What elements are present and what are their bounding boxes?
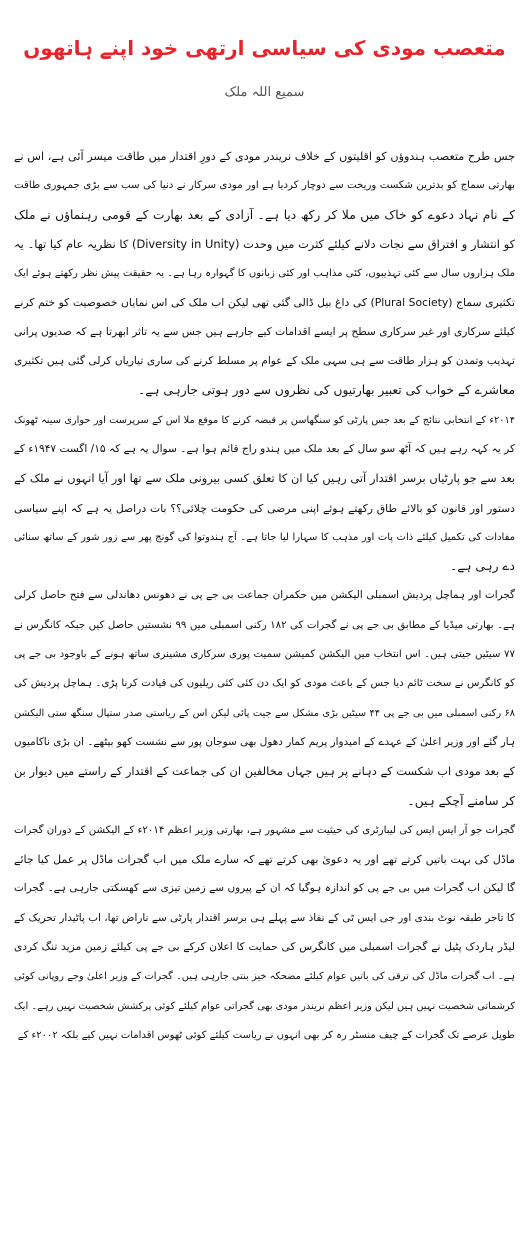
article-paragraph [14, 581, 515, 815]
paragraph-line: تہذیب وتمدن کو ہزار طاقت سے ہی سہی ملک کے عوام پر مسلط کرنے کی ساری تیاریاں کرلی گئی ہیں تکثیری [14, 355, 515, 368]
paragraph-line: دستور اور قانون کو بالائے طاق رکھتے ہوئے اپنی مرضی کی حکومت چلائی؟؟ بات دراصل یہ ہے کہ اپنے سیاسی [14, 501, 515, 515]
paragraph-line: ملک ہزاروں سال سے کئی تہذیبوں، کئی مذاہب اور کئی زبانوں کا گہوارہ رہا ہے۔ یہ حقیقت پیش نظر رکھتے ہوئے ایک [14, 268, 515, 280]
paragraph-line: گجرات جو آر ایس ایس کی لیبارٹری کی حیثیت سے مشہور ہے، بھارتی وزیر اعظم ۲۰۱۴ء کے الیکشن کے دوران گجرات [14, 824, 515, 836]
paragraph-line: کے نام نہاد دعوے کو خاک میں ملا کر رکھ دیا ہے۔ آزادی کے بعد بھارت کے قومی رہنماؤں نے ملک [14, 207, 515, 222]
paragraph-line: ہار گئے اور وزیر اعلیٰ کے عہدے کے امیدوار پریم کمار دھول بھی سوجان پور سے نشست کھو بیٹھے۔ ان بڑی ناکامیوں [14, 735, 515, 748]
paragraph-line: ۲۰۱۴ء کے انتخابی نتائج کے بعد جس پارٹی کو سنگھاسن پر قبضہ کرنے کا موقع ملا اس کے سرپرست اور حواری سینہ ٹھونک [14, 414, 515, 426]
paragraph-line: ہے۔ اب گجرات ماڈل کی ترقی کی باتیں عوام کیلئے مضحکہ خیز بنتی جارہی ہیں۔ گجرات کے وزیر اعلیٰ وجے روپانی کوئی [14, 971, 515, 983]
article-paragraph [14, 142, 515, 406]
paragraph-line: کو انتشار و افتراق سے نجات دلانے کیلئے کثرت میں وحدت (Diversity in Unity) کا نظریہ عام کیا تھا۔ یہ [14, 236, 515, 251]
paragraph-line: کرشماتی شخصیت نہیں ہیں لیکن وزیر اعظم نریندر مودی بھی گجراتی عوام کیلئے کوئی پرکشش شخصیت نہیں رہے۔ ایک [14, 1000, 515, 1012]
article-headline: متعصب مودی کی سیاسی ارتھی خود اپنے ہاتھوں [23, 36, 506, 60]
paragraph-line: لیڈر ہاردک پٹیل نے گجرات اسمبلی میں کانگرس کی حمایت کا اعلان کرکے بی جے پی کیلئے زمین مزید تنگ کردی [14, 941, 515, 954]
paragraph-line: بعد سے جو پارٹیاں برسر اقتدار آتی رہیں کیا ان کا تعلق کسی بیرونی ملک سے تھا اور آیا انہوں نے ملک کے [14, 471, 515, 486]
paragraph-line: دے رہی ہے۔ [450, 559, 515, 574]
paragraph-line: گجرات اور ہماچل پردیش اسمبلی الیکشن میں حکمران جماعت بی جے پی نے دھونس دھاندلی سے فتح حاصل کرلی [14, 589, 515, 602]
paragraph-line: معاشرے کے خواب کی تعبیر بھارتیوں کی نظروں سے دور ہوتی جارہی ہے۔ [138, 383, 515, 398]
article-paragraph [14, 406, 515, 582]
paragraph-line: تکثیری سماج (Plural Society) کی داغ بیل ڈالی گئی تھی لیکن اب ملک کی اس نمایاں خصوصیت کو ختم کرنے [14, 296, 515, 310]
paragraph-line: بھارتی سماج کو بدترین شکست وریخت سے دوچار کردیا ہے اور مودی سرکار نے دنیا کی سب سے بڑی جمہوری طاقت [14, 180, 515, 192]
article-body [14, 142, 515, 1050]
paragraph-line: مفادات کی تکمیل کیلئے ذات پات اور مذہب کا سہارا لیا جاتا ہے۔ آج ہندوتوا کی گونج پھر سے زور شور کے ساتھ سنائی [14, 531, 515, 543]
paragraph-line: جس طرح متعصب ہندوؤں کو اقلیتوں کے خلاف نریندر مودی کے دورِ اقتدار میں طاقت میسر آئی ہے، اس نے [14, 150, 515, 163]
paragraph-line: کر یہ کہہ رہے ہیں کہ آٹھ سو سال کے بعد ملک میں ہندو راج قائم ہوا ہے۔ سوال یہ ہے کہ ۱۵/ اگست ۱۹۴۷ء کے [14, 442, 515, 455]
paragraph-line: کیلئے سرکاری اور غیر سرکاری سطح پر ایسے اقدامات کیے جارہے ہیں جس سے یہ تاثر ابھرتا ہے کہ صدیوں پرانی [14, 325, 515, 338]
paragraph-line: کے بعد مودی اب شکست کے دہانے پر ہیں جہاں مخالفین ان کی جماعت کے اقتدار کے راستے میں دیوار بن [14, 764, 515, 779]
paragraph-line: کر سامنے آچکے ہیں۔ [407, 793, 515, 808]
paragraph-line: ۶۸ رکنی اسمبلی میں بی جے پی ۴۴ سیٹیں بڑی مشکل سے جیت پائی لیکن اس کے ریاستی صدر ستپال سنگھ ستی الیکشن [14, 707, 515, 719]
paragraph-line: گا لیکن اب گجرات میں بی جے پی کو اندازہ ہوگیا کہ ان کے پیروں سے زمین تیزی سے کھسکتی جارہی ہے۔ گجرات [14, 882, 515, 895]
paragraph-line: کو کانگرس نے سخت ٹائم دیا جس کے باعث مودی کو ایک دن کئی کئی ریلیوں کی قیادت کرنا پڑی۔ ہماچل پردیش کی [14, 678, 515, 690]
paragraph-line: ۷۷ سیٹیں جیتی ہیں۔ اس انتخاب میں الیکشن کمیشن سمیت پوری سرکاری مشینری ساتھ ہونے کے باوجود بی جے پی [14, 649, 515, 661]
paragraph-line: ماڈل کی بہت باتیں کرتے تھے اور یہ دعویٰ بھی کرتے تھے کہ سارے ملک میں اب گجرات ماڈل پر عمل کیا جائے [14, 853, 515, 867]
paragraph-line: کا تاجر طبقہ نوٹ بندی اور جی ایس ٹی کے نفاذ سے پہلے ہی برسر اقتدار پارٹی سے ناراض تھا، اب پاٹیدار تحریک کے [14, 911, 515, 924]
article-byline: سمیع اللہ ملک [224, 85, 305, 100]
paragraph-line: ہے۔ بھارتی میڈیا کے مطابق بی جے پی نے گجرات کی ۱۸۲ رکنی اسمبلی میں ۹۹ نشستیں حاصل کیں جبکہ کانگرس نے [14, 619, 515, 631]
article-paragraph [14, 816, 515, 1050]
paragraph-line: طویل عرصے تک گجرات کے چیف منسٹر رہ کر بھی انہوں نے ریاست کیلئے کوئی ٹھوس اقدامات نہیں کیے بلکہ ۲۰۰۲ء کے [17, 1029, 515, 1041]
